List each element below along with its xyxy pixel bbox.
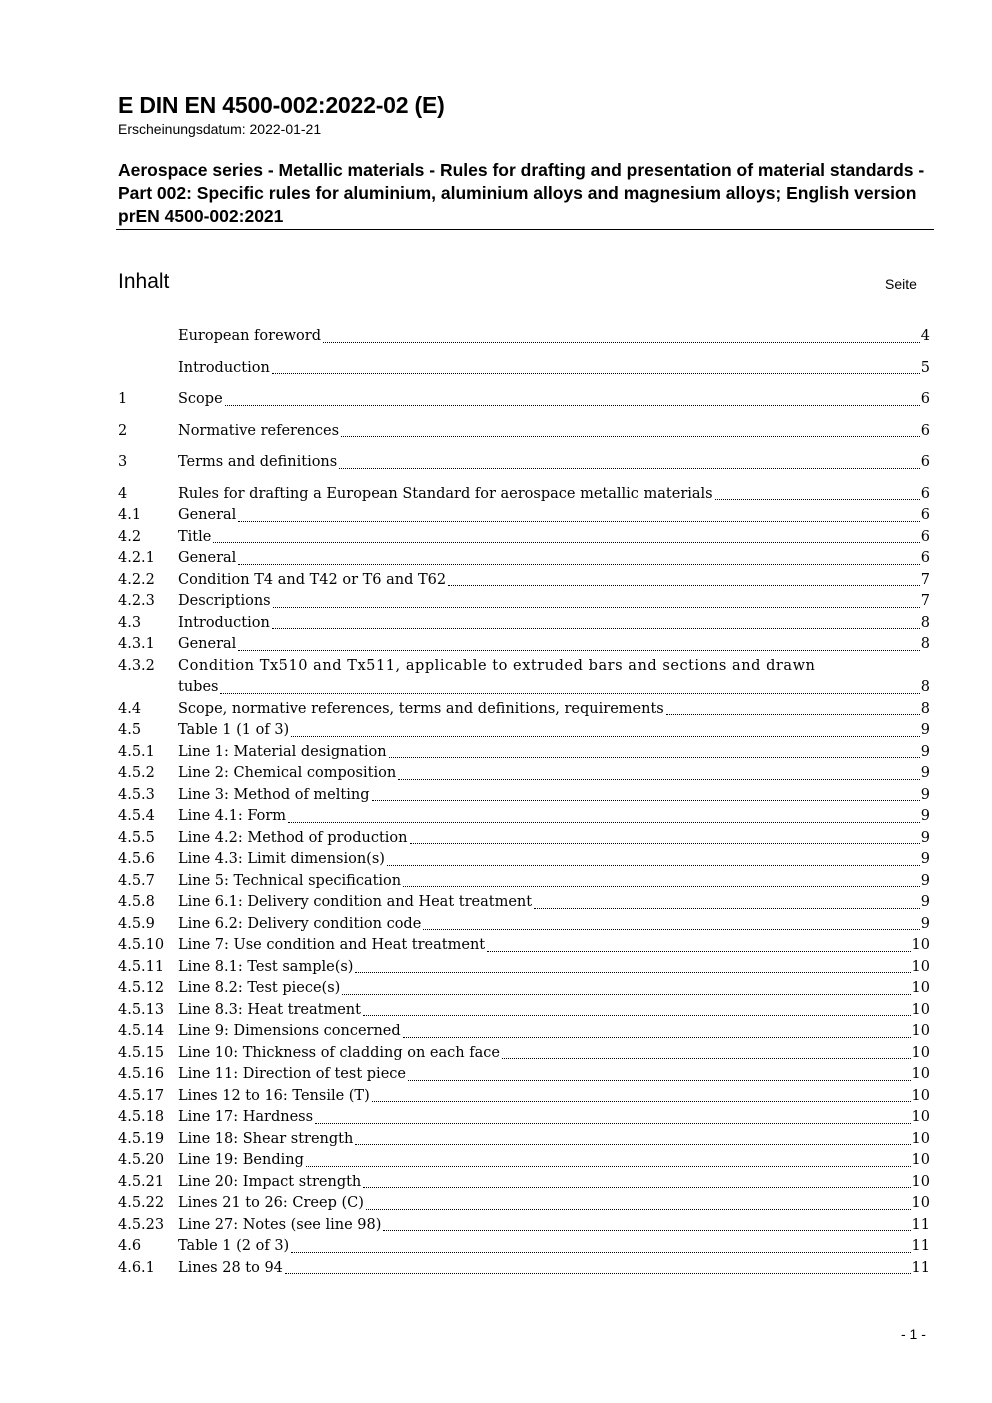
toc-entry[interactable]	[118, 613, 930, 635]
toc-entry[interactable]	[118, 389, 930, 411]
toc-entry-title: Scope	[178, 391, 223, 407]
toc-entry-number: 3	[118, 454, 128, 470]
toc-entry[interactable]	[118, 1236, 930, 1258]
toc-entry-page: 8	[920, 614, 930, 631]
title-divider	[116, 229, 934, 230]
toc-entry-number: 4.3.1	[118, 636, 155, 652]
toc-entry-title: Condition T4 and T42 or T6 and T62	[178, 571, 447, 588]
toc-entry-number: 4.2.1	[118, 550, 155, 566]
toc-entry-number: 4.5.16	[118, 1066, 165, 1082]
toc-entry[interactable]	[118, 763, 930, 785]
toc-dot-leader	[323, 340, 920, 343]
toc-entry[interactable]	[118, 421, 930, 443]
toc-dot-leader	[341, 434, 920, 437]
toc-entry-page: 10	[911, 1195, 930, 1211]
toc-entry-title: Condition Tx510 and Tx511, applicable to extruded bars and sections and drawn	[178, 657, 816, 674]
toc-entry[interactable]	[118, 742, 930, 764]
toc-dot-leader	[403, 1035, 911, 1038]
toc-entry-page: 5	[920, 359, 930, 376]
toc-entry-number: 4.5.2	[118, 765, 155, 781]
toc-entry[interactable]	[118, 1064, 930, 1086]
toc-entry[interactable]	[118, 358, 930, 380]
toc-entry-title: Line 4.3: Limit dimension(s)	[178, 851, 385, 867]
toc-entry-page: 8	[920, 700, 930, 717]
toc-entry-title: Title	[178, 528, 212, 545]
toc-entry-title: Table 1 (2 of 3)	[178, 1238, 290, 1254]
toc-entry[interactable]	[118, 1258, 930, 1280]
toc-entry-page: 10	[911, 1173, 930, 1190]
toc-entry-page: 6	[920, 485, 930, 502]
toc-entry[interactable]	[118, 1172, 930, 1194]
toc-entry-page: 10	[911, 1044, 930, 1061]
toc-entry-title: Rules for drafting a European Standard for aerospace metallic materials	[178, 485, 713, 502]
toc-entry-title: Line 4.2: Method of production	[178, 829, 408, 846]
toc-entry-title: Introduction	[178, 614, 270, 631]
toc-entry-page: 10	[911, 980, 930, 996]
toc-dot-leader	[363, 1185, 910, 1188]
toc-entry-page: 11	[911, 1216, 930, 1233]
toc-entry-page: 9	[920, 786, 930, 803]
toc-entry[interactable]	[118, 1215, 930, 1237]
toc-entry[interactable]	[118, 527, 930, 549]
toc-entry-page: 9	[920, 872, 930, 889]
toc-entry-number: 4	[118, 485, 128, 502]
toc-entry-page: 9	[920, 808, 930, 824]
toc-dot-leader	[306, 1164, 911, 1167]
toc-entry-title: Line 4.1: Form	[178, 808, 287, 824]
toc-entry-number: 4.6.1	[118, 1259, 155, 1276]
toc-entry-title: General	[178, 507, 237, 523]
toc-entry-page: 9	[920, 722, 930, 738]
toc-entry-page: 10	[911, 1066, 930, 1082]
toc-entry-title: Line 8.1: Test sample(s)	[178, 958, 354, 975]
toc-entry-title: Line 3: Method of melting	[178, 786, 370, 803]
toc-dot-leader	[220, 691, 919, 694]
toc-entry-page: 8	[920, 636, 930, 652]
footer-page-number: - 1 -	[901, 1326, 926, 1342]
toc-dot-leader	[398, 777, 920, 780]
toc-entry-page: 9	[920, 851, 930, 867]
toc-dot-leader	[291, 734, 920, 737]
toc-entry-title: Lines 12 to 16: Tensile (T)	[178, 1087, 370, 1104]
toc-entry-page: 10	[911, 958, 930, 975]
toc-entry[interactable]	[118, 1150, 930, 1172]
toc-entry[interactable]	[118, 828, 930, 850]
toc-entry-page: 9	[920, 765, 930, 781]
toc-entry-number: 4.5.8	[118, 894, 155, 910]
toc-entry[interactable]	[118, 656, 930, 699]
toc-dot-leader	[408, 1078, 911, 1081]
toc-entry-number: 4.2	[118, 528, 142, 545]
toc-entry[interactable]	[118, 1107, 930, 1129]
toc-entry-title: General	[178, 636, 237, 652]
toc-entry-page: 10	[911, 937, 930, 953]
toc-entry-title: Terms and definitions	[178, 454, 338, 470]
toc-entry-title-continued: tubes	[178, 679, 219, 695]
toc-entry-title: General	[178, 550, 237, 566]
toc-entry-title: Lines 28 to 94	[178, 1259, 283, 1276]
toc-entry-number: 4.5.11	[118, 958, 165, 975]
toc-entry-number: 4.5.22	[118, 1195, 165, 1211]
toc-entry-number: 4.5.6	[118, 851, 155, 867]
toc-entry[interactable]	[118, 548, 930, 570]
toc-entry[interactable]	[118, 957, 930, 979]
toc-entry-title: Line 2: Chemical composition	[178, 765, 397, 781]
toc-entry-title: Line 7: Use condition and Heat treatment	[178, 937, 486, 953]
toc-entry-number: 4.5.23	[118, 1216, 165, 1233]
toc-dot-leader	[288, 820, 920, 823]
toc-dot-leader	[372, 798, 920, 801]
toc-entry[interactable]	[118, 1129, 930, 1151]
toc-entry-page: 4	[920, 328, 930, 344]
toc-entry-page: 7	[920, 571, 930, 588]
toc-entry-page: 10	[911, 1152, 930, 1168]
toc-entry[interactable]	[118, 484, 930, 506]
toc-entry-number: 4.3.2	[118, 657, 155, 674]
toc-entry-title: European foreword	[178, 328, 322, 344]
toc-dot-leader	[363, 1013, 911, 1016]
toc-dot-leader	[502, 1056, 911, 1059]
toc-entry-number: 4.5.21	[118, 1173, 165, 1190]
table-of-contents	[118, 326, 930, 1279]
toc-entry-number: 4.5	[118, 722, 142, 738]
toc-entry-page: 9	[920, 894, 930, 910]
toc-entry-title: Line 20: Impact strength	[178, 1173, 362, 1190]
toc-entry-page: 6	[920, 507, 930, 523]
publication-date: Erscheinungsdatum: 2022-01-21	[118, 121, 322, 137]
toc-entry-number: 4.5.10	[118, 937, 165, 953]
toc-entry[interactable]	[118, 591, 930, 613]
toc-dot-leader	[487, 949, 910, 952]
toc-entry-page: 10	[911, 1001, 930, 1018]
toc-entry[interactable]	[118, 871, 930, 893]
toc-entry[interactable]	[118, 634, 930, 656]
toc-entry-number: 4.4	[118, 700, 142, 717]
toc-entry-page: 11	[911, 1238, 930, 1254]
toc-entry[interactable]	[118, 806, 930, 828]
toc-entry-page: 10	[911, 1109, 930, 1125]
toc-dot-leader	[372, 1099, 911, 1102]
toc-entry[interactable]	[118, 785, 930, 807]
toc-dot-leader	[339, 466, 920, 469]
toc-entry[interactable]	[118, 452, 930, 474]
toc-entry[interactable]	[118, 570, 930, 592]
toc-entry-number: 4.5.12	[118, 980, 165, 996]
toc-dot-leader	[315, 1121, 911, 1124]
toc-dot-leader	[410, 841, 920, 844]
toc-dot-leader	[448, 583, 920, 586]
toc-dot-leader	[366, 1207, 911, 1210]
toc-entry[interactable]	[118, 326, 930, 348]
toc-entry-title: Line 6.1: Delivery condition and Heat treatment	[178, 894, 533, 910]
toc-entry-number: 4.5.5	[118, 829, 155, 846]
toc-entry[interactable]	[118, 1086, 930, 1108]
toc-entry-page: 9	[920, 743, 930, 760]
toc-entry-number: 4.1	[118, 507, 142, 523]
toc-entry-page: 10	[911, 1023, 930, 1039]
toc-entry-title: Introduction	[178, 359, 270, 376]
toc-heading: Inhalt	[118, 270, 170, 293]
toc-entry[interactable]	[118, 720, 930, 742]
toc-dot-leader	[238, 519, 919, 522]
toc-entry-title: Line 8.2: Test piece(s)	[178, 980, 341, 996]
toc-dot-leader	[715, 497, 920, 500]
toc-entry-title: Line 5: Technical specification	[178, 872, 402, 889]
toc-entry[interactable]	[118, 1043, 930, 1065]
toc-dot-leader	[342, 992, 910, 995]
toc-entry-page: 9	[920, 915, 930, 932]
toc-entry[interactable]	[118, 978, 930, 1000]
toc-entry-page: 11	[911, 1259, 930, 1276]
toc-entry-number: 4.5.1	[118, 743, 155, 760]
toc-entry-title: Descriptions	[178, 593, 271, 609]
toc-entry-number: 4.2.2	[118, 571, 155, 588]
toc-dot-leader	[387, 863, 920, 866]
toc-dot-leader	[666, 712, 920, 715]
toc-entry[interactable]	[118, 892, 930, 914]
toc-dot-leader	[423, 927, 919, 930]
toc-entry-title: Scope, normative references, terms and definitions, requirements	[178, 700, 664, 717]
toc-dot-leader	[383, 1228, 910, 1231]
toc-entry-title: Line 8.3: Heat treatment	[178, 1001, 361, 1018]
toc-dot-leader	[238, 562, 919, 565]
toc-entry[interactable]	[118, 914, 930, 936]
toc-entry-number: 4.5.19	[118, 1130, 165, 1147]
toc-entry-title: Line 9: Dimensions concerned	[178, 1023, 401, 1039]
toc-entry-number: 4.5.9	[118, 915, 155, 932]
toc-entry[interactable]	[118, 1021, 930, 1043]
toc-entry-number: 4.5.13	[118, 1001, 165, 1018]
toc-entry-title: Line 19: Bending	[178, 1152, 304, 1168]
toc-entry-page: 10	[911, 1130, 930, 1147]
toc-entry-page: 6	[920, 391, 930, 407]
toc-entry-number: 4.5.18	[118, 1109, 165, 1125]
toc-dot-leader	[403, 884, 920, 887]
toc-entry[interactable]	[118, 699, 930, 721]
toc-dot-leader	[389, 755, 920, 758]
toc-entry-number: 2	[118, 422, 128, 439]
toc-entry-number: 4.6	[118, 1238, 142, 1254]
toc-entry-title: Line 6.2: Delivery condition code	[178, 915, 422, 932]
toc-entry-page: 10	[911, 1087, 930, 1104]
toc-entry-number: 4.5.17	[118, 1087, 165, 1104]
toc-entry-number: 4.5.4	[118, 808, 155, 824]
toc-entry-page: 6	[920, 422, 930, 439]
toc-dot-leader	[355, 1142, 910, 1145]
toc-entry-number: 1	[118, 391, 128, 407]
toc-entry-number: 4.5.20	[118, 1152, 165, 1168]
toc-entry-page: 6	[920, 550, 930, 566]
toc-entry-number: 4.5.3	[118, 786, 155, 803]
toc-entry-title: Table 1 (1 of 3)	[178, 722, 290, 738]
toc-dot-leader	[225, 403, 920, 406]
toc-dot-leader	[272, 371, 920, 374]
toc-dot-leader	[213, 540, 919, 543]
toc-dot-leader	[238, 648, 919, 651]
toc-entry-page: 6	[920, 454, 930, 470]
toc-entry-number: 4.3	[118, 614, 142, 631]
toc-dot-leader	[355, 970, 910, 973]
toc-entry-title: Lines 21 to 26: Creep (C)	[178, 1195, 364, 1211]
toc-entry[interactable]	[118, 1193, 930, 1215]
toc-entry-page: 6	[920, 528, 930, 545]
toc-entry[interactable]	[118, 849, 930, 871]
toc-entry-title: Line 1: Material designation	[178, 743, 387, 760]
toc-entry-number: 4.5.15	[118, 1044, 165, 1061]
toc-entry-title: Normative references	[178, 422, 340, 439]
toc-entry[interactable]	[118, 1000, 930, 1022]
toc-entry-title: Line 18: Shear strength	[178, 1130, 354, 1147]
toc-entry[interactable]	[118, 935, 930, 957]
toc-entry-page: 7	[920, 593, 930, 609]
toc-entry-number: 4.2.3	[118, 593, 155, 609]
toc-page-column-label: Seite	[885, 276, 917, 292]
toc-entry-page: 8	[920, 679, 930, 695]
toc-entry-title: Line 27: Notes (see line 98)	[178, 1216, 382, 1233]
document-subtitle: Aerospace series - Metallic materials - Rules for drafting and presentation of material standards - Part 002: Specific rules for aluminium, aluminium alloys and magnesium alloys; English version prEN 4500-002:2021	[118, 160, 925, 226]
toc-entry-number: 4.5.7	[118, 872, 155, 889]
toc-dot-leader	[534, 906, 920, 909]
toc-entry-title: Line 11: Direction of test piece	[178, 1066, 406, 1082]
document-title: E DIN EN 4500-002:2022-02 (E)	[118, 92, 445, 118]
toc-entry-page: 9	[920, 829, 930, 846]
toc-dot-leader	[291, 1250, 910, 1253]
toc-dot-leader	[285, 1271, 911, 1274]
toc-entry-title: Line 10: Thickness of cladding on each face	[178, 1044, 500, 1061]
toc-entry-number: 4.5.14	[118, 1023, 165, 1039]
toc-dot-leader	[272, 626, 920, 629]
toc-dot-leader	[273, 605, 920, 608]
toc-entry[interactable]	[118, 505, 930, 527]
toc-entry-title: Line 17: Hardness	[178, 1109, 314, 1125]
